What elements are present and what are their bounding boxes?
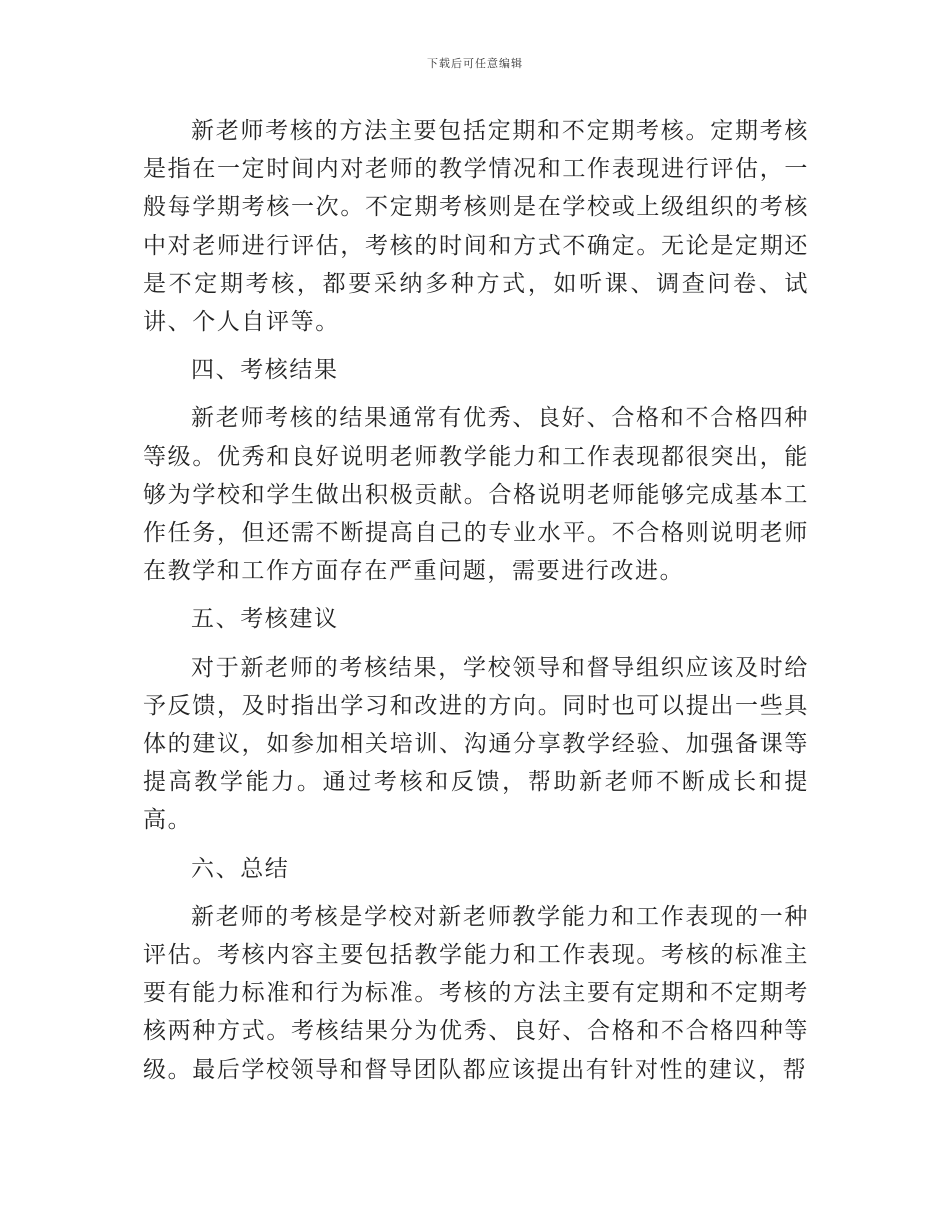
document-body <box>143 112 809 1099</box>
paragraph-assessment-suggestions: 对于新老师的考核结果，学校领导和督导组织应该及时给予反馈，及时指出学习和改进的方向。同时也可以提出一些具体的建议，如参加相关培训、沟通分享教学经验、加强备课等提高教学能力。通过考核和反馈，帮助新老师不断成长和提高。 <box>143 654 809 834</box>
section-heading-assessment-results: 四、考核结果 <box>191 357 339 384</box>
paragraph-assessment-methods: 新老师考核的方法主要包括定期和不定期考核。定期考核是指在一定时间内对老师的教学情况和工作表现进行评估，一般每学期考核一次。不定期考核则是在学校或上级组织的考核中对老师进行评估，考核的时间和方式不确定。无论是定期还是不定期考核，都要采纳多种方式，如听课、调查问卷、试讲、个人自评等。 <box>143 118 809 336</box>
section-heading-assessment-suggestions: 五、考核建议 <box>191 606 339 633</box>
section-heading-summary: 六、总结 <box>191 855 290 882</box>
paragraph-summary: 新老师的考核是学校对新老师教学能力和工作表现的一种评估。考核内容主要包括教学能力和工作表现。考核的标准主要有能力标准和行为标准。考核的方法主要有定期和不定期考核两种方式。考核结果分为优秀、良好、合格和不合格四种等级。最后学校领导和督导团队都应该提出有针对性的建议，帮 <box>143 903 809 1083</box>
paragraph-assessment-results: 新老师考核的结果通常有优秀、良好、合格和不合格四种等级。优秀和良好说明老师教学能力和工作表现都很突出，能够为学校和学生做出积极贡献。合格说明老师能够完成基本工作任务，但还需不断提高自己的专业水平。不合格则说明老师在教学和工作方面存在严重问题，需要进行改进。 <box>143 405 809 585</box>
page-header-note: 下载后可任意编辑 <box>427 57 523 70</box>
